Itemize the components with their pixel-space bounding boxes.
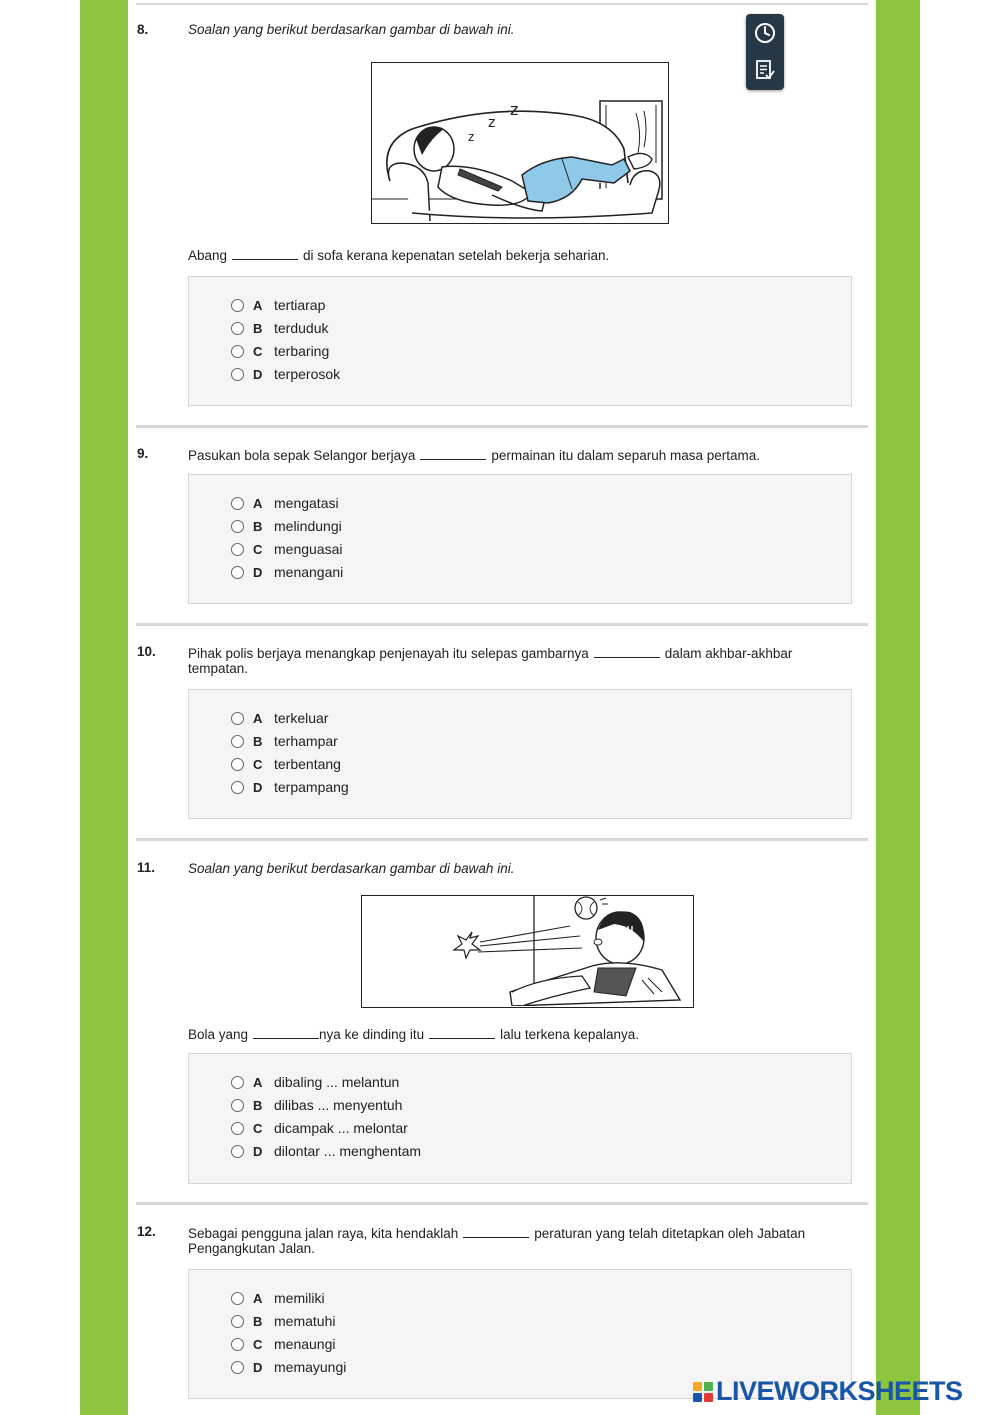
svg-text:z: z — [510, 100, 519, 119]
option-letter: D — [253, 1359, 263, 1375]
options-box — [188, 474, 852, 604]
svg-text:z: z — [488, 115, 496, 131]
option-letter: C — [253, 1336, 263, 1352]
question-divider — [136, 1202, 868, 1205]
option-letter: C — [253, 756, 263, 772]
option-a[interactable] — [231, 1289, 325, 1307]
radio-button[interactable] — [231, 1338, 244, 1351]
question-number: 10. — [137, 644, 156, 659]
option-text: dilibas ... menyentuh — [274, 1097, 403, 1113]
radio-button[interactable] — [231, 543, 244, 556]
radio-button[interactable] — [231, 497, 244, 510]
answer-blank — [420, 450, 486, 460]
radio-button[interactable] — [231, 1361, 244, 1374]
question-stem — [188, 1027, 863, 1042]
option-text: tertiarap — [274, 297, 326, 313]
answer-blank — [253, 1029, 319, 1039]
option-letter: D — [253, 1143, 263, 1159]
radio-button[interactable] — [231, 1122, 244, 1135]
option-a[interactable] — [231, 296, 325, 314]
stem-text: Pasukan bola sepak Selangor berjaya — [188, 448, 416, 463]
question-intro: Soalan yang berikut berdasarkan gambar di bawah ini. — [188, 22, 515, 37]
stem-text: Abang — [188, 248, 228, 263]
option-letter: B — [253, 1313, 263, 1329]
radio-button[interactable] — [231, 368, 244, 381]
svg-text:z: z — [468, 130, 475, 144]
question-divider — [136, 425, 868, 428]
option-text: menaungi — [274, 1336, 336, 1352]
option-letter: B — [253, 518, 263, 534]
option-c[interactable] — [231, 342, 329, 360]
option-letter: A — [253, 1074, 263, 1090]
option-b[interactable] — [231, 319, 328, 337]
option-letter: C — [253, 343, 263, 359]
radio-button[interactable] — [231, 345, 244, 358]
option-b[interactable] — [231, 517, 342, 535]
option-c[interactable] — [231, 755, 341, 773]
option-text: menangani — [274, 564, 344, 580]
option-text: memayungi — [274, 1359, 347, 1375]
question-number: 11. — [137, 860, 156, 875]
question-number: 12. — [137, 1224, 156, 1239]
option-text: dicampak ... melontar — [274, 1120, 408, 1136]
question-stem — [188, 248, 863, 263]
radio-button[interactable] — [231, 1292, 244, 1305]
option-text: terpampang — [274, 779, 349, 795]
option-letter: A — [253, 495, 263, 511]
option-letter: B — [253, 1097, 263, 1113]
option-letter: B — [253, 733, 263, 749]
stem-text: tempatan. — [188, 661, 249, 676]
radio-button[interactable] — [231, 520, 244, 533]
stem-text: dalam akhbar-akhbar — [664, 646, 793, 661]
stem-text: nya ke dinding itu — [319, 1027, 425, 1042]
option-letter: C — [253, 541, 263, 557]
radio-button[interactable] — [231, 322, 244, 335]
left-side-bar — [80, 0, 128, 1415]
stem-text: peraturan yang telah ditetapkan oleh Jabatan — [534, 1226, 806, 1241]
answer-blank — [463, 1228, 529, 1238]
answer-blank — [594, 648, 660, 658]
option-c[interactable] — [231, 1119, 408, 1137]
option-d[interactable] — [231, 365, 340, 383]
question-stem — [188, 1226, 863, 1256]
checklist-icon[interactable] — [751, 56, 779, 84]
option-b[interactable] — [231, 1312, 335, 1330]
option-d[interactable] — [231, 778, 349, 796]
option-text: terbaring — [274, 343, 330, 359]
radio-button[interactable] — [231, 566, 244, 579]
option-a[interactable] — [231, 1073, 399, 1091]
top-divider — [136, 3, 868, 5]
option-text: terduduk — [274, 320, 329, 336]
options-box — [188, 689, 852, 819]
option-letter: C — [253, 1120, 263, 1136]
radio-button[interactable] — [231, 1145, 244, 1158]
radio-button[interactable] — [231, 299, 244, 312]
stem-text: lalu terkena kepalanya. — [500, 1027, 639, 1042]
radio-button[interactable] — [231, 712, 244, 725]
radio-button[interactable] — [231, 1076, 244, 1089]
option-letter: A — [253, 1290, 263, 1306]
stem-text: di sofa kerana kepenatan setelah bekerja seharian. — [303, 248, 610, 263]
question-stem — [188, 448, 863, 463]
right-side-bar — [876, 0, 920, 1415]
radio-button[interactable] — [231, 1099, 244, 1112]
option-text: dilontar ... menghentam — [274, 1143, 422, 1159]
option-letter: A — [253, 297, 263, 313]
stem-text: Pihak polis berjaya menangkap penjenayah itu selepas gambarnya — [188, 646, 589, 661]
option-text: melindungi — [274, 518, 342, 534]
option-text: mengatasi — [274, 495, 339, 511]
option-c[interactable] — [231, 540, 343, 558]
answer-blank — [232, 250, 298, 260]
option-letter: A — [253, 710, 263, 726]
option-text: mematuhi — [274, 1313, 336, 1329]
option-d[interactable] — [231, 563, 343, 581]
options-box — [188, 276, 852, 406]
option-text: menguasai — [274, 541, 343, 557]
ball-hitting-boy-illustration — [361, 895, 694, 1008]
sleeping-man-illustration — [371, 62, 669, 224]
option-letter: B — [253, 320, 263, 336]
option-text: terperosok — [274, 366, 341, 382]
option-b[interactable] — [231, 732, 338, 750]
option-text: dibaling ... melantun — [274, 1074, 400, 1090]
option-text: terbentang — [274, 756, 341, 772]
option-letter: D — [253, 779, 263, 795]
stem-text: Pengangkutan Jalan. — [188, 1241, 315, 1256]
question-divider — [136, 623, 868, 626]
question-intro: Soalan yang berikut berdasarkan gambar di bawah ini. — [188, 861, 515, 876]
option-a[interactable] — [231, 709, 328, 727]
stem-text: Bola yang — [188, 1027, 249, 1042]
radio-button[interactable] — [231, 1315, 244, 1328]
radio-button[interactable] — [231, 758, 244, 771]
option-d[interactable] — [231, 1358, 346, 1376]
option-letter: D — [253, 564, 263, 580]
option-d[interactable] — [231, 1142, 421, 1160]
question-divider — [136, 838, 868, 841]
radio-button[interactable] — [231, 735, 244, 748]
option-text: terhampar — [274, 733, 338, 749]
question-number: 9. — [137, 446, 149, 461]
logo-mark-icon — [693, 1382, 713, 1402]
options-box — [188, 1053, 852, 1184]
option-text: memiliki — [274, 1290, 325, 1306]
question-stem — [188, 646, 863, 676]
question-number: 8. — [137, 22, 149, 37]
option-a[interactable] — [231, 494, 339, 512]
stem-text: permainan itu dalam separuh masa pertama. — [491, 448, 761, 463]
liveworksheets-logo — [693, 1376, 963, 1407]
option-text: terkeluar — [274, 710, 329, 726]
stem-text: Sebagai pengguna jalan raya, kita hendaklah — [188, 1226, 459, 1241]
answer-blank — [429, 1029, 495, 1039]
radio-button[interactable] — [231, 781, 244, 794]
option-letter: D — [253, 366, 263, 382]
option-b[interactable] — [231, 1096, 402, 1114]
option-c[interactable] — [231, 1335, 336, 1353]
brand-name: LIVEWORKSHEETS — [716, 1376, 963, 1406]
